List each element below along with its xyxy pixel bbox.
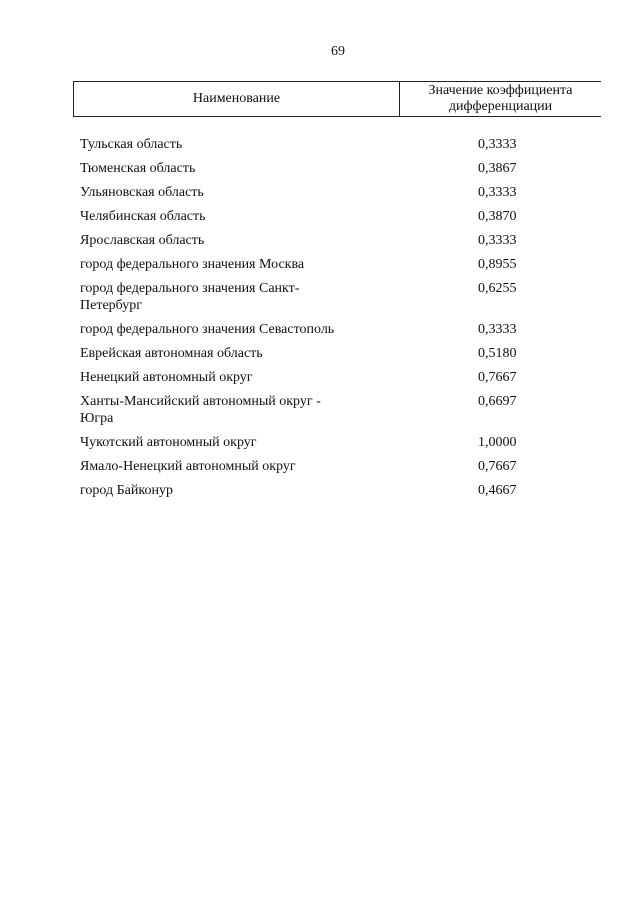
region-name: Тюменская область bbox=[80, 161, 196, 176]
page-number: 69 bbox=[331, 44, 345, 59]
column-header-value bbox=[400, 82, 601, 116]
table-header bbox=[73, 81, 601, 117]
coefficient-value: 0,3333 bbox=[478, 233, 517, 248]
coefficient-value: 1,0000 bbox=[478, 435, 517, 450]
region-name: Чукотский автономный округ bbox=[80, 435, 257, 450]
coefficient-value: 0,6697 bbox=[478, 394, 517, 409]
coefficient-value: 0,4667 bbox=[478, 483, 517, 498]
region-name: Челябинская область bbox=[80, 209, 206, 224]
coefficient-value: 0,6255 bbox=[478, 281, 517, 296]
table-row bbox=[0, 369, 640, 393]
region-name: город федерального значения Москва bbox=[80, 257, 305, 272]
region-name: Ярославская область bbox=[80, 233, 205, 248]
region-name: Ямало-Ненецкий автономный округ bbox=[80, 459, 296, 474]
region-name: Ульяновская область bbox=[80, 185, 204, 200]
coefficient-value: 0,8955 bbox=[478, 257, 517, 272]
table-body bbox=[0, 136, 640, 506]
coefficient-value: 0,5180 bbox=[478, 346, 517, 361]
table-row bbox=[0, 256, 640, 280]
coefficient-value: 0,3867 bbox=[478, 161, 517, 176]
table-row bbox=[0, 434, 640, 458]
coefficient-value: 0,7667 bbox=[478, 459, 517, 474]
region-name: Ханты-Мансийский автономный округ - Югра bbox=[80, 394, 321, 426]
table-row bbox=[0, 184, 640, 208]
table-row bbox=[0, 232, 640, 256]
table-row bbox=[0, 136, 640, 160]
region-name: город федерального значения Севастополь bbox=[80, 322, 335, 337]
region-name: город федерального значения Санкт-Петербург bbox=[80, 281, 300, 313]
table-row bbox=[0, 345, 640, 369]
coefficient-value: 0,3333 bbox=[478, 137, 517, 152]
region-name: Тульская область bbox=[80, 137, 183, 152]
coefficient-value: 0,3333 bbox=[478, 322, 517, 337]
column-header-value-line2: дифференциации bbox=[448, 99, 553, 114]
column-header-value-line1: Значение коэффициента bbox=[428, 83, 573, 98]
region-name: Ненецкий автономный округ bbox=[80, 370, 253, 385]
table-row bbox=[0, 160, 640, 184]
table-row bbox=[0, 482, 640, 506]
coefficient-value: 0,3333 bbox=[478, 185, 517, 200]
region-name: город Байконур bbox=[80, 483, 173, 498]
coefficient-value: 0,3870 bbox=[478, 209, 517, 224]
region-name: Еврейская автономная область bbox=[80, 346, 263, 361]
table-row bbox=[0, 393, 640, 434]
table-row bbox=[0, 458, 640, 482]
table-row bbox=[0, 208, 640, 232]
table-row bbox=[0, 321, 640, 345]
coefficient-value: 0,7667 bbox=[478, 370, 517, 385]
table-row bbox=[0, 280, 640, 321]
column-header-name: Наименование bbox=[74, 82, 400, 116]
